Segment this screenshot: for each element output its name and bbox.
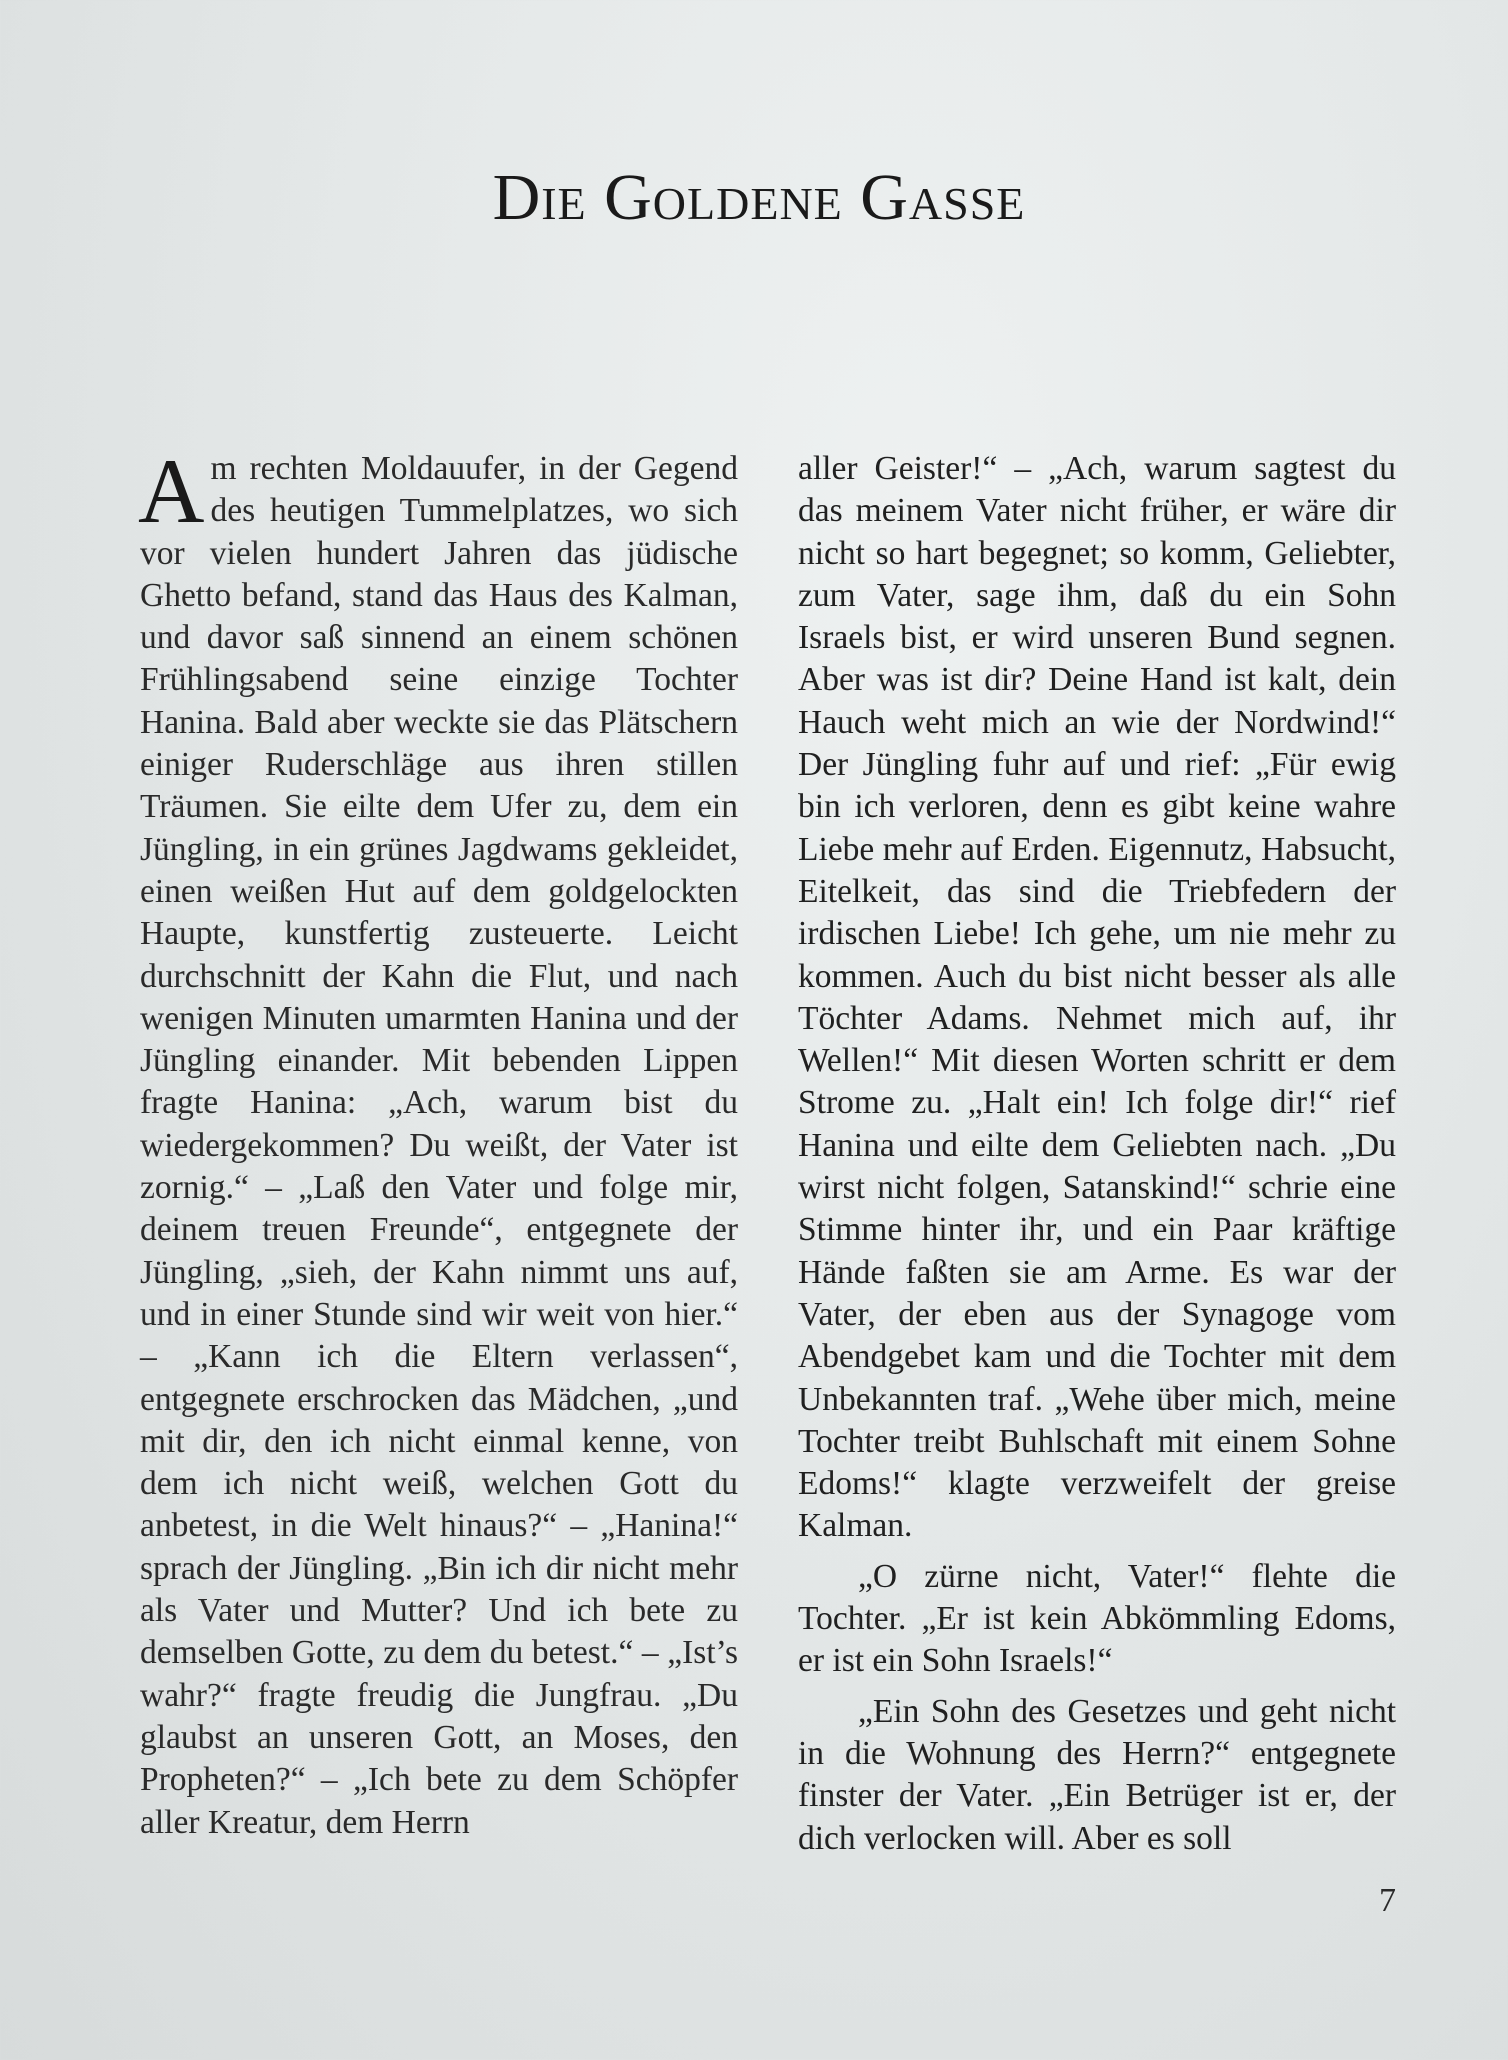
text-column-right [798,448,1396,1860]
continued-paragraph: aller Geister!“ – „Ach, warum sagtest du das meinem Vater nicht früher, er wäre dir nicht so hart begegnet; so komm, Geliebter, zum Vater, sage ihm, daß du ein Sohn Israels bist, er wird unseren Bund segnen. Aber was ist dir? Deine Hand ist kalt, dein Hauch weht mich an wie der Nordwind!“ Der Jüngling fuhr auf und rief: „Für ewig bin ich verloren, denn es gibt keine wahre Liebe mehr auf Erden. Eigennutz, Habsucht, Eitelkeit, das sind die Triebfedern der irdischen Liebe! Ich gehe, um nie mehr zu kommen. Auch du bist nicht besser als alle Töchter Adams. Nehmet mich auf, ihr Wellen!“ Mit diesen Worten schritt er dem Strome zu. „Halt ein! Ich folge dir!“ rief Hanina und eilte dem Geliebten nach. „Du wirst nicht folgen, Satanskind!“ schrie eine Stimme hinter ihr, und ein Paar kräftige Hände faßten sie am Arme. Es war der Vater, der eben aus der Synagoge vom Abendgebet kam und die Tochter mit dem Unbekannten traf. „Wehe über mich, meine Tochter treibt Buhlschaft mit einem Sohne Edoms!“ klagte verzweifelt der greise Kalman. [798,450,1396,1545]
drop-cap: A [138,440,205,542]
text-column-left [138,440,738,1844]
opening-paragraph [138,440,738,1844]
paragraph: „Ein Sohn des Gesetzes und geht nicht in die Wohnung des Herrn?“ entgegnete finster der Vater. „Ein Betrüger ist er, der dich verlocken will. Aber es soll [798,1692,1396,1857]
page-number: 7 [1379,1882,1396,1919]
opening-paragraph-text: m rechten Moldauufer, in der Gegend des heutigen Tummelplatzes, wo sich vor vielen hundert Jahren das jüdische Ghetto befand, stand das Haus des Kalman, und davor saß sinnend an einem schönen Frühlingsabend seine einzige Tochter Hanina. Bald aber weckte sie das Plätschern einiger Ruderschläge aus ihren stillen Träumen. Sie eilte dem Ufer zu, dem ein Jüngling, in ein grünes Jagdwams gekleidet, einen weißen Hut auf dem goldgelockten Haupte, kunstfertig zusteuerte. Leicht durchschnitt der Kahn die Flut, und nach wenigen Minuten umarmten Hanina und der Jüngling einander. Mit bebenden Lippen fragte Hanina: „Ach, warum bist du wiedergekommen? Du weißt, der Vater ist zornig.“ – „Laß den Vater und folge mir, deinem treuen Freunde“, entgegnete der Jüngling, „sieh, der Kahn nimmt uns auf, und in einer Stunde sind wir weit von hier.“ – „Kann ich die Eltern verlassen“, entgegnete erschrocken das Mädchen, „und mit dir, den ich nicht einmal kenne, von dem ich nicht weiß, welchen Gott du anbetest, in die Welt hinaus?“ – „Hanina!“ sprach der Jüngling. „Bin ich dir nicht mehr als Vater und Mutter? Und ich bete zu demselben Gotte, zu dem du betest.“ – „Ist’s wahr?“ fragte freudig die Jungfrau. „Du glaubst an unseren Gott, an Moses, den Propheten?“ – „Ich bete zu dem Schöpfer aller Kreatur, dem Herrn [140,450,738,1841]
chapter-title: Die Goldene Gasse [492,161,1026,234]
paragraph: „O zürne nicht, Vater!“ flehte die Tochter. „Er ist kein Abkömmling Edoms, er ist ein Sohn Israels!“ [798,1557,1396,1680]
